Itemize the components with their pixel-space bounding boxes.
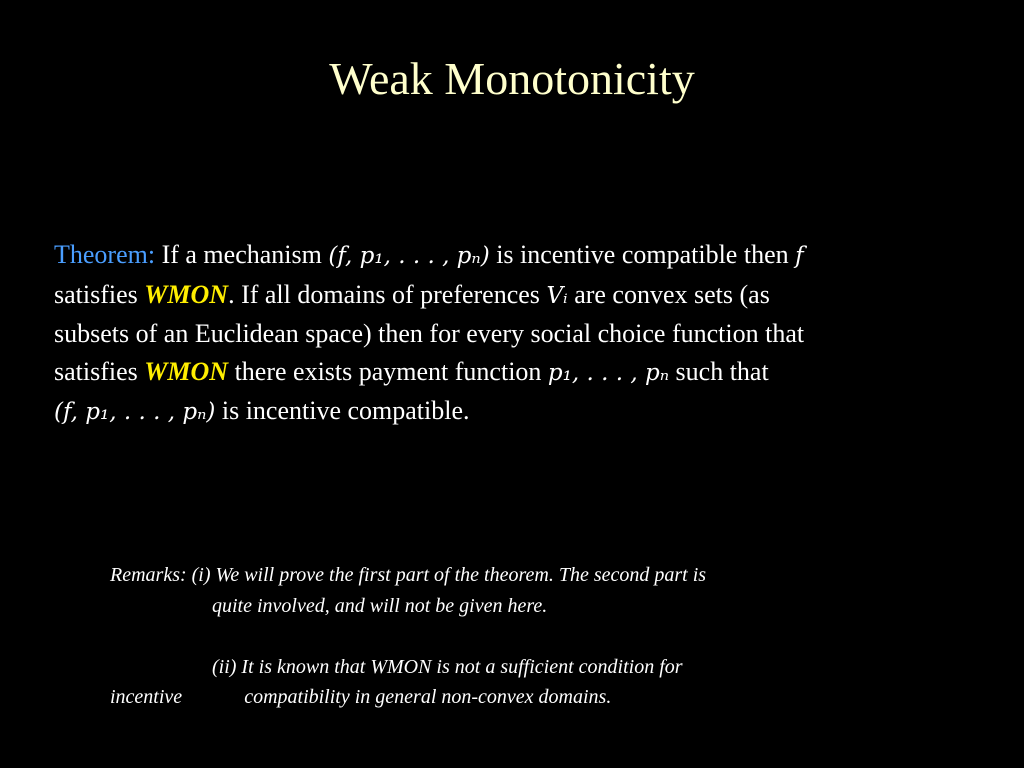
theorem-text: are convex sets (as <box>567 279 770 309</box>
theorem-text: subsets of an Euclidean space) then for every social choice function that <box>54 319 805 348</box>
math-f: f <box>795 243 804 269</box>
theorem-text: satisfies <box>54 279 145 309</box>
theorem-line-4 <box>54 353 974 393</box>
theorem-text: such that <box>669 356 769 386</box>
theorem-text: there exists payment function <box>228 356 548 386</box>
wmon-term: WMON <box>144 356 229 386</box>
slide-title: Weak Monotonicity <box>329 53 695 104</box>
math-vi: Vᵢ <box>546 282 568 309</box>
theorem-text: is incentive compatible then <box>489 240 796 269</box>
remark-line-1: Remarks: (i) We will prove the first part of the theorem. The second part is <box>110 564 707 586</box>
theorem-text: satisfies <box>54 356 145 386</box>
theorem-text: is incentive compatible. <box>215 396 470 425</box>
remark-spacer <box>110 621 990 652</box>
theorem-block <box>54 236 974 432</box>
remark-text: compatibility in general non-convex domains. <box>244 686 612 708</box>
theorem-line-5 <box>54 392 974 432</box>
theorem-line-2 <box>54 276 974 316</box>
wmon-term: WMON <box>144 279 229 309</box>
math-mechanism: (f, p₁, . . . , pₙ) <box>54 399 216 425</box>
theorem-line-1 <box>54 236 974 276</box>
theorem-label: Theorem: <box>54 240 156 269</box>
math-payments: p₁, . . . , pₙ <box>547 359 670 386</box>
theorem-text: If a mechanism <box>155 240 329 269</box>
theorem-text: . If all domains of preferences <box>228 279 547 309</box>
remark-text: incentive <box>110 686 183 708</box>
remark-line-4 <box>110 682 990 713</box>
remark-line-3: (ii) It is known that WMON is not a sufficient condition for <box>212 655 683 678</box>
remark-line-2: quite involved, and will not be given here. <box>212 594 548 617</box>
math-mechanism: (f, p₁, . . . , pₙ) <box>328 243 490 269</box>
theorem-line-3 <box>54 315 974 353</box>
remarks-block <box>110 560 990 713</box>
